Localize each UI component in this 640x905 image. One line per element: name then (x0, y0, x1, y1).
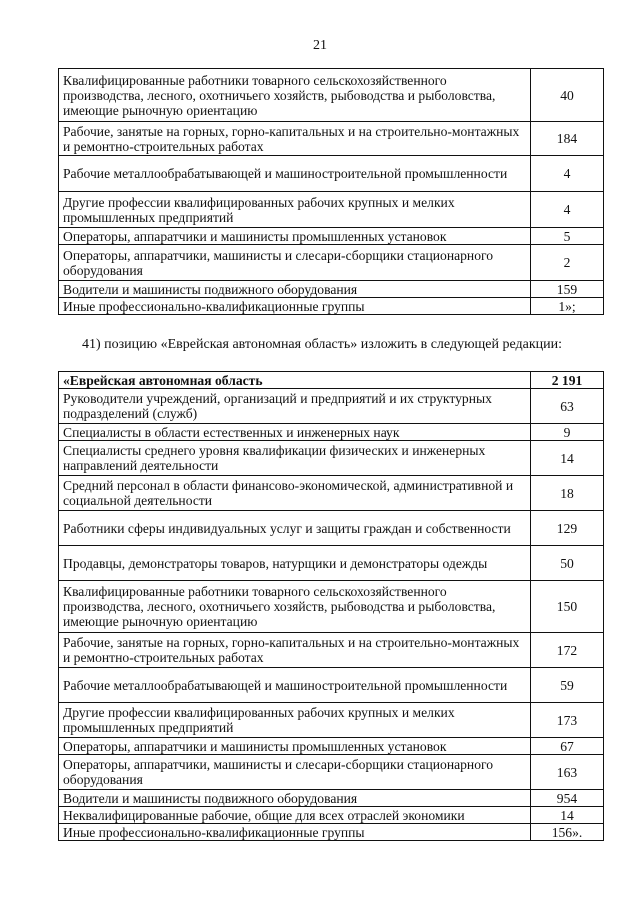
row-value: 159 (531, 281, 604, 298)
row-label: Рабочие металлообрабатывающей и машиностроительной промышленности (59, 156, 531, 192)
table-row (59, 476, 604, 511)
row-label: Иные профессионально-квалификационные группы (59, 298, 531, 315)
table-row (59, 122, 604, 156)
occupation-table-continued (58, 68, 604, 315)
row-label: Рабочие, занятые на горных, горно-капитальных и на строительно-монтажных и ремонтно-строительных работах (59, 122, 531, 156)
table-row (59, 156, 604, 192)
table-row (59, 424, 604, 441)
row-value: 184 (531, 122, 604, 156)
row-label: Иные профессионально-квалификационные группы (59, 824, 531, 841)
row-value: 14 (531, 441, 604, 476)
row-value: 40 (531, 69, 604, 122)
row-label: Операторы, аппаратчики, машинисты и слесари-сборщики стационарного оборудования (59, 755, 531, 790)
row-label: Рабочие, занятые на горных, горно-капитальных и на строительно-монтажных и ремонтно-строительных работах (59, 633, 531, 668)
row-value: 18 (531, 476, 604, 511)
row-label: Квалифицированные работники товарного сельскохозяйственного производства, лесного, охотничьего хозяйств, рыбоводства и рыболовства, имеющие рыночную ориентацию (59, 581, 531, 633)
table-row (59, 668, 604, 703)
table-header-row (59, 372, 604, 389)
table-row (59, 790, 604, 807)
row-value: 173 (531, 703, 604, 738)
row-value: 14 (531, 807, 604, 824)
row-label: Операторы, аппаратчики, машинисты и слесари-сборщики стационарного оборудования (59, 245, 531, 281)
row-label: Операторы, аппаратчики и машинисты промышленных установок (59, 228, 531, 245)
row-label: Другие профессии квалифицированных рабочих крупных и мелких промышленных предприятий (59, 192, 531, 228)
row-label: Продавцы, демонстраторы товаров, натурщики и демонстраторы одежды (59, 546, 531, 581)
row-label: Специалисты среднего уровня квалификации физических и инженерных направлений деятельности (59, 441, 531, 476)
table-row (59, 192, 604, 228)
table-row (59, 807, 604, 824)
row-label: Специалисты в области естественных и инженерных наук (59, 424, 531, 441)
table-row (59, 298, 604, 315)
row-label: Неквалифицированные рабочие, общие для всех отраслей экономики (59, 807, 531, 824)
table-row (59, 441, 604, 476)
table-row (59, 389, 604, 424)
row-value: 59 (531, 668, 604, 703)
row-label: Другие профессии квалифицированных рабочих крупных и мелких промышленных предприятий (59, 703, 531, 738)
row-label: Работники сферы индивидуальных услуг и защиты граждан и собственности (59, 511, 531, 546)
table-row (59, 228, 604, 245)
row-value: 5 (531, 228, 604, 245)
row-value: 163 (531, 755, 604, 790)
row-value: 954 (531, 790, 604, 807)
table-row (59, 824, 604, 841)
table-row (59, 69, 604, 122)
row-value: 129 (531, 511, 604, 546)
row-value: 150 (531, 581, 604, 633)
row-label: Средний персонал в области финансово-экономической, административной и социальной деятельности (59, 476, 531, 511)
table-row (59, 281, 604, 298)
row-value: 4 (531, 192, 604, 228)
amendment-paragraph (58, 336, 604, 353)
region-total: 2 191 (531, 372, 604, 389)
amendment-text: 41) позицию «Еврейская автономная область» изложить в следующей редакции: (82, 337, 563, 352)
table-row (59, 703, 604, 738)
row-label: Руководители учреждений, организаций и предприятий и их структурных подразделений (служб) (59, 389, 531, 424)
row-value: 4 (531, 156, 604, 192)
table-row (59, 245, 604, 281)
row-label: Водители и машинисты подвижного оборудования (59, 281, 531, 298)
row-value: 1»; (531, 298, 604, 315)
row-label: Водители и машинисты подвижного оборудования (59, 790, 531, 807)
row-value: 67 (531, 738, 604, 755)
row-label: Квалифицированные работники товарного сельскохозяйственного производства, лесного, охотничьего хозяйств, рыбоводства и рыболовства, имеющие рыночную ориентацию (59, 69, 531, 122)
row-value: 2 (531, 245, 604, 281)
table-row (59, 755, 604, 790)
table-row (59, 511, 604, 546)
row-value: 156». (531, 824, 604, 841)
row-label: Операторы, аппаратчики и машинисты промышленных установок (59, 738, 531, 755)
region-name: «Еврейская автономная область (59, 372, 531, 389)
table-row (59, 581, 604, 633)
row-value: 172 (531, 633, 604, 668)
jewish-autonomous-region-table (58, 371, 604, 841)
row-value: 9 (531, 424, 604, 441)
row-value: 63 (531, 389, 604, 424)
row-label: Рабочие металлообрабатывающей и машиностроительной промышленности (59, 668, 531, 703)
table-row (59, 738, 604, 755)
table-row (59, 633, 604, 668)
page-number: 21 (313, 38, 327, 53)
table-row (59, 546, 604, 581)
row-value: 50 (531, 546, 604, 581)
